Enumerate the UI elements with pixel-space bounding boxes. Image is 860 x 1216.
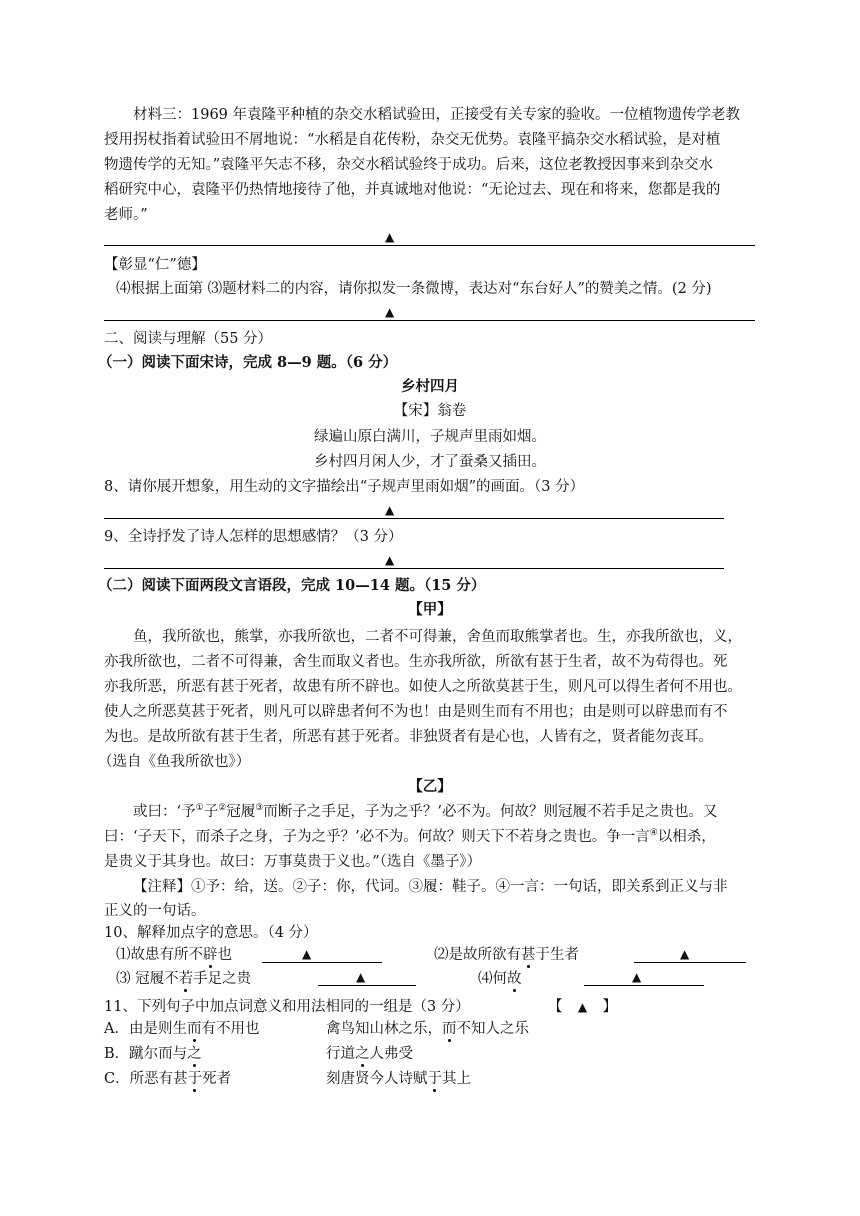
material3-line-2: 授用拐杖指着试验田不屑地说：“水稻是自花传粉，杂交无优势。袁隆平搞杂交水稻试验，是对植 — [104, 132, 721, 148]
text: 有不用也 — [201, 1021, 260, 1037]
answer-line[interactable] — [104, 568, 724, 569]
text: 所恶有甚 — [129, 1071, 188, 1087]
poem-line-1: 绿遍山原白满川，子规声里雨如烟。 — [314, 429, 546, 445]
material3-line-3: 物遗传学的无知。”袁隆平矢志不移，杂交水稻试验终于成功。后来，这位老教授因事来到杂交水 — [104, 157, 714, 173]
text: ⑶ 冠履不 — [116, 971, 179, 987]
footnote-mark: ③ — [255, 803, 264, 814]
material3-line-5: 老师。” — [104, 207, 148, 223]
option-a — [104, 1018, 259, 1040]
option-label: C． — [104, 1071, 130, 1087]
dotted-char: 于 — [427, 1071, 442, 1087]
text: 其上 — [442, 1071, 471, 1087]
question-10-item-4 — [478, 968, 522, 990]
option-c-compare — [326, 1068, 471, 1090]
passage-jia-line-3: 亦我所恶，所恶有甚于死者，故患有所不辟也。如使人之所欲莫甚于生，则凡可以得生者何不用也。 — [104, 679, 742, 695]
passage-jia-line-5: 为也。是故所欲有甚于生者，所恶有甚于死者。非独贤者有是心也，人皆有之，贤者能勿丧耳。 — [104, 729, 713, 745]
text: 或曰：‘予 — [133, 804, 196, 820]
dotted-char: 而 — [186, 1021, 202, 1037]
subsection-2-heading: （二）阅读下面两段文言语段，完成 10—14 题。（15 分） — [98, 577, 486, 594]
answer-blank[interactable] — [318, 985, 416, 986]
passage-jia-label: 【甲】 — [408, 601, 452, 618]
passage-jia-line-2: 亦我所欲也，二者不可得兼，舍生而取义者也。生亦我所欲，所欲有甚于生者，故不为苟得也。死 — [104, 654, 728, 670]
text: 由是则生 — [128, 1021, 187, 1037]
text: 手足之贵 — [193, 971, 252, 987]
part2-heading: 二、阅读与理解（55 分） — [104, 331, 273, 347]
option-a-compare — [326, 1018, 529, 1040]
footnote-mark: ② — [218, 803, 227, 814]
poem-title: 乡村四月 — [401, 378, 459, 395]
option-c — [104, 1068, 231, 1090]
text: 冠履 — [226, 804, 256, 820]
passage-yi-line-3: 是贵义于其身也。故曰：万事莫贵于义也。”（选自《墨子》） — [104, 854, 482, 870]
passage-yi-label: 【乙】 — [408, 778, 452, 795]
question-11: 11、下列句子中加点词意义和用法相同的一组是（3 分） — [104, 999, 470, 1015]
dotted-char: 之 — [187, 1046, 202, 1062]
passage-yi-line-2 — [104, 826, 716, 848]
answer-bracket[interactable] — [548, 996, 617, 1018]
dotted-char: 之 — [355, 1046, 370, 1062]
answer-mark: ▲ — [385, 553, 395, 567]
passage-jia-source: （选自《鱼我所欲也》） — [98, 754, 251, 770]
answer-mark: ▲ — [385, 230, 395, 244]
footnote-mark: ④ — [649, 828, 658, 839]
text: ⑴故患有所不 — [116, 947, 203, 963]
option-label: B． — [104, 1046, 130, 1062]
answer-blank[interactable] — [584, 985, 704, 986]
text: 曰：‘子天下，而杀子之身，子为之乎？’必不为。何故？则天下不若身之贵也。争一言 — [104, 829, 650, 845]
answer-line[interactable] — [104, 245, 755, 246]
answer-blank[interactable] — [634, 962, 746, 963]
subsection-1-heading: （一）阅读下面宋诗，完成 8—9 题。（6 分） — [98, 354, 398, 371]
material3-line-4: 稻研究中心，袁隆平仍热情地接待了他，并真诚地对他说：“无论过去、现在和将来，您都是我的 — [104, 182, 721, 198]
dotted-char: 故 — [507, 971, 522, 987]
question-4: ⑷根据上面第 ⑶题材料二的内容，请你拟发一条微博，表达对“东台好人”的赞美之情。(2 分) — [116, 281, 712, 297]
text: 行道 — [326, 1046, 355, 1062]
poem-line-2: 乡村四月闲人少，才了蚕桑又插田。 — [314, 454, 546, 470]
answer-mark: ▲ — [302, 947, 312, 961]
section-ren-title: 【彰显“仁”德】 — [104, 257, 206, 273]
passage-jia-line-1: 鱼，我所欲也，熊掌，亦我所欲也，二者不可得兼，舍鱼而取熊掌者也。生，亦我所欲也，义， — [133, 629, 742, 645]
dotted-char: 甚 — [521, 947, 536, 963]
question-10: 10、解释加点字的意思。（4 分） — [104, 925, 318, 941]
passage-yi-line-1 — [133, 801, 717, 823]
text: 以相杀， — [657, 829, 716, 845]
answer-mark: ▲ — [632, 970, 642, 984]
text: 禽鸟知山林之乐， — [326, 1021, 442, 1037]
dotted-char: 若 — [178, 971, 194, 987]
bracket-left: 【 — [548, 999, 563, 1015]
dotted-char: 辟 — [203, 947, 218, 963]
question-10-item-1 — [116, 944, 232, 966]
answer-mark: ▲ — [356, 970, 366, 984]
answer-mark: ▲ — [385, 305, 395, 319]
question-8: 8、请你展开想象，用生动的文字描绘出“子规声里雨如烟”的画面。（3 分） — [104, 479, 585, 495]
answer-line[interactable] — [104, 320, 755, 321]
answer-mark: ▲ — [385, 503, 395, 517]
passage-yi-note-1: 【注释】①予：给，送。②子：你，代词。③履：鞋子。④一言：一句话，即关系到正义与非 — [133, 879, 728, 895]
answer-line[interactable] — [104, 518, 724, 519]
poem-author: 【宋】翁卷 — [393, 403, 467, 419]
text: 刻唐贤今人诗赋 — [326, 1071, 428, 1087]
passage-yi-note-2: 正义的一句话。 — [104, 903, 206, 919]
passage-jia-line-4: 使人之所恶莫甚于死者，则凡可以辟患者何不为也！由是则生而有不用也；由是则可以辟患而有不 — [104, 704, 728, 720]
option-label: A． — [104, 1021, 129, 1037]
footnote-mark: ① — [195, 803, 204, 814]
text: 子 — [203, 804, 219, 820]
material3-line-1: 材料三：1969 年袁隆平种植的杂交水稻试验田，正接受有关专家的验收。一位植物遗传学老教 — [133, 107, 741, 123]
dotted-char: 于 — [187, 1071, 203, 1087]
answer-mark: ▲ — [680, 947, 690, 961]
text: 不知人之乐 — [456, 1021, 529, 1037]
bracket-right: 】 — [602, 999, 617, 1015]
text: 蹴尔而与 — [129, 1046, 188, 1062]
question-9: 9、全诗抒发了诗人怎样的思想感情？（3 分） — [104, 529, 403, 545]
question-10-item-2 — [434, 944, 579, 966]
text: 死者 — [202, 1071, 232, 1087]
dotted-char: 而 — [442, 1021, 457, 1037]
text: 也 — [217, 947, 232, 963]
text: ⑷何 — [478, 971, 507, 987]
answer-mark: ▲ — [577, 1000, 588, 1014]
question-10-item-3 — [116, 968, 251, 990]
option-b — [104, 1043, 202, 1065]
option-b-compare — [326, 1043, 413, 1065]
text: 人弗受 — [369, 1046, 413, 1062]
text: 于生者 — [535, 947, 579, 963]
text: ⑵是故所欲有 — [434, 947, 521, 963]
answer-blank[interactable] — [262, 962, 382, 963]
text: 而断子之手足，子为之乎？’必不为。何故？则冠履不若手足之贵也。又 — [263, 804, 718, 820]
